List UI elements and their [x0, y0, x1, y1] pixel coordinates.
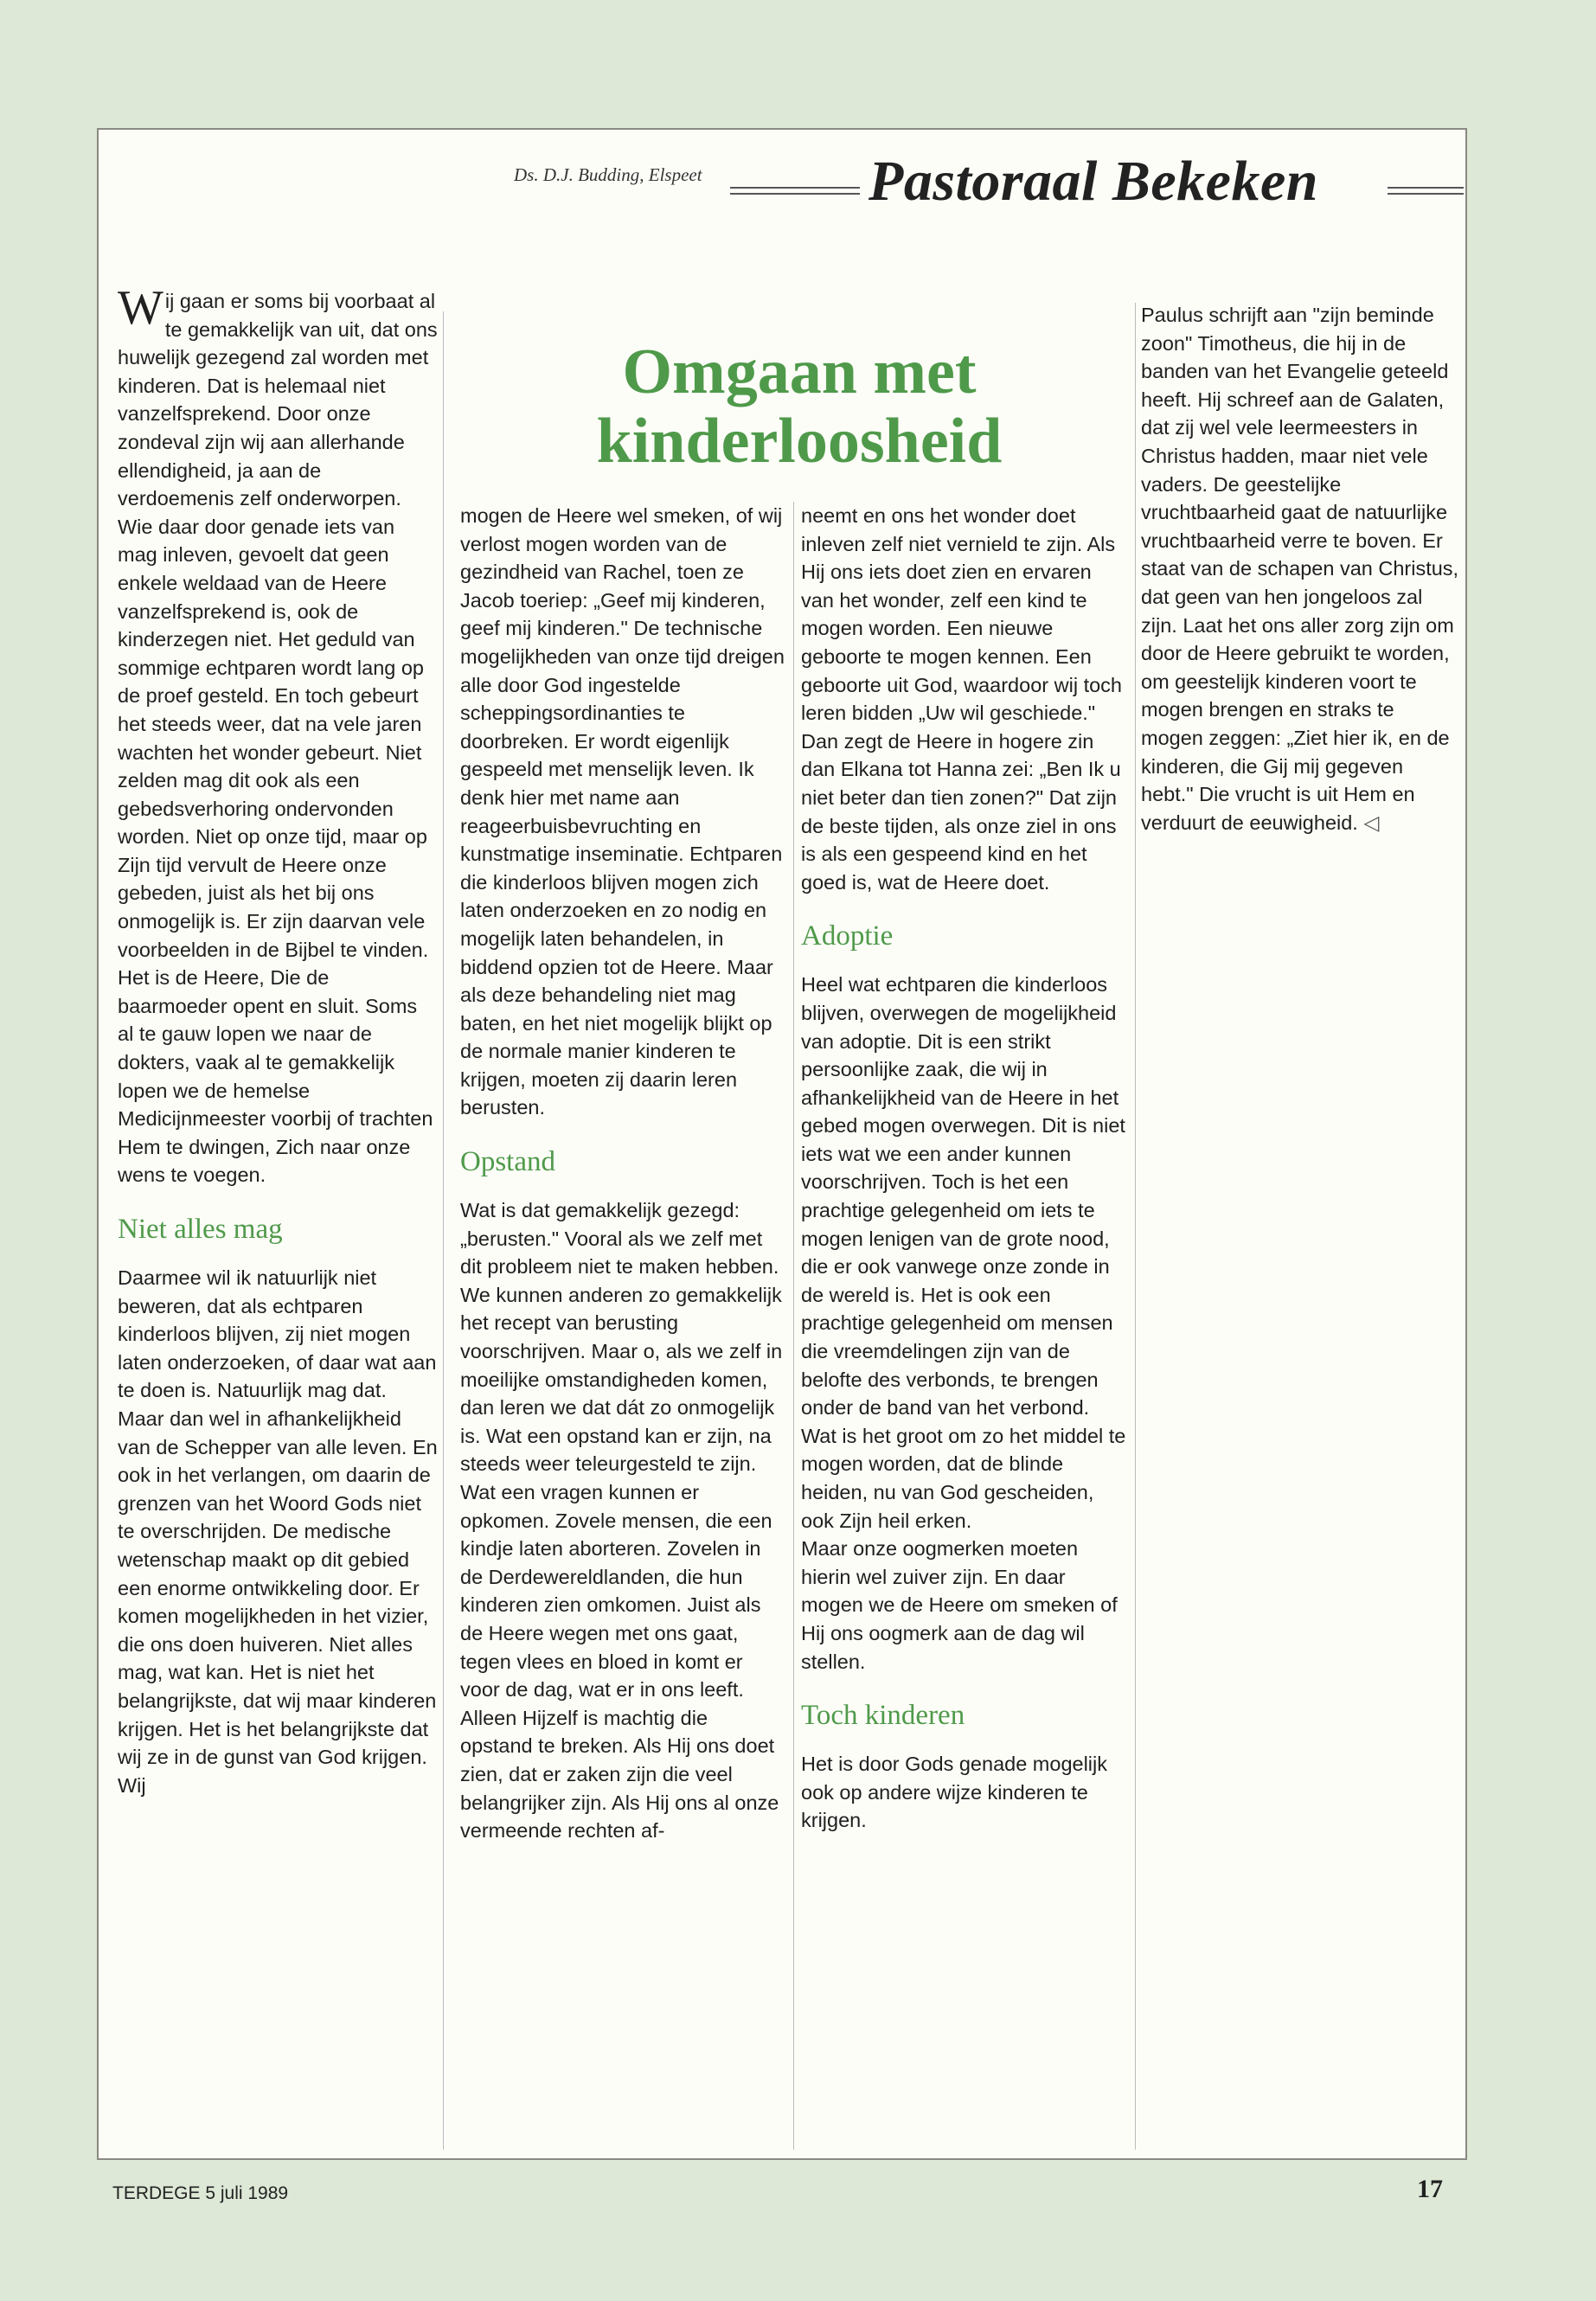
- paragraph: [1141, 301, 1461, 836]
- column-3: [801, 502, 1130, 1835]
- column-2: [460, 502, 785, 1845]
- publication-footer: TERDEGE 5 juli 1989: [112, 2183, 289, 2203]
- paragraph: Heel wat echtparen die kinderloos blijven, overwegen de mogelijkheid van adoptie. Dit is een strikt persoonlijke zaak, die wij in afhankelijkheid van de Heere in het gebed mogen overwegen. Dit is niet iets wat we een ander kunnen voorschrijven. Toch is het een prachtige gelegenheid om iets te mogen lenigen van de grote nood, die er ook vanwege onze zonde in de wereld is. Het is ook een prachtige gelegenheid om mensen die vreemdelingen zijn van de belofte des verbonds, te brengen onder de band van het verbond. Wat is het groot om zo het middel te mogen worden, dat de blinde heiden, nu van God gescheiden, ook Zijn heil erken.: [801, 973, 1126, 1532]
- section-title: Pastoraal Bekeken: [869, 150, 1318, 213]
- column-divider: [443, 311, 444, 2150]
- page-number: 17: [1417, 2175, 1443, 2203]
- subheading-niet-alles-mag: Niet alles mag: [118, 1214, 283, 1245]
- paragraph: Het is door Gods genade mogelijk ook op andere wijze kinderen te krijgen.: [801, 1753, 1108, 1832]
- author-byline: Ds. D.J. Budding, Elspeet: [514, 164, 702, 185]
- header-rule-right: [1388, 187, 1464, 195]
- column-4: [1141, 301, 1461, 836]
- drop-cap: W: [118, 281, 163, 335]
- column-1: [118, 281, 438, 1799]
- paragraph: neemt en ons het wonder doet inleven zelf niet vernield te zijn. Als Hij ons iets doet zien en ervaren van het wonder, zelf een kind te mogen worden. Een nieuwe geboorte te mogen kennen. Een geboorte uit God, waardoor wij toch leren bidden „Uw wil geschiede." Dan zegt de Heere in hogere zin dan Elkana tot Hanna zei: „Ben Ik u niet beter dan tien zonen?" Dat zijn de beste tijden, als onze ziel in ons is als een gespeend kind en het goed is, wat de Heere doet.: [801, 504, 1122, 894]
- subheading-opstand: Opstand: [460, 1146, 555, 1178]
- subheading-toch-kinderen: Toch kinderen: [801, 1700, 965, 1732]
- subheading-adoptie: Adoptie: [801, 920, 894, 952]
- paragraph-text: Paulus schrijft aan "zijn beminde zoon" Timotheus, die hij in de banden van het Evangelie geteeld heeft. Hij schreef aan de Galaten, dat zij wel vele leermeesters in Christus hadden, maar niet vele vaders. De geestelijke vruchtbaarheid gaat de natuurlijke vruchtbaarheid verre te boven. Er staat van de schapen van Christus, dat geen van hen jongeloos zal zijn. Laat het ons aller zorg zijn om door de Heere gebruikt te worden, om geestelijk kinderen voort te mogen brengen en straks te mogen zeggen: „Ziet hier ik, en de kinderen, die Gij mij gegeven hebt." Die vrucht is uit Hem en verduurt de eeuwigheid.: [1141, 304, 1459, 834]
- paragraph: Wat is dat gemakkelijk gezegd: „berusten." Vooral als we zelf met dit probleem niet te maken hebben. We kunnen anderen zo gemakkelijk het recept van berusting voorschrijven. Maar o, als we zelf in moeilijke omstandigheden komen, dan leren we dat dát zo onmogelijk is. Wat een opstand kan er zijn, na steeds weer teleurgesteld te zijn. Wat een vragen kunnen er opkomen. Zovele mensen, die een kindje laten aborteren. Zovelen in de Derdewereldlanden, die hun kinderen zien omkomen. Juist als de Heere wegen met ons gaat, tegen vlees en bloed in komt er voor de dag, wat er in ons leeft. Alleen Hijzelf is machtig die opstand te breken. Als Hij ons doet zien, dat er zaken zijn die veel belangrijker zijn. Als Hij ons al onze vermeende rechten af-: [460, 1199, 783, 1843]
- article-title: Omgaan met kinderloosheid: [596, 336, 1003, 477]
- paragraph: Daarmee wil ik natuurlijk niet beweren, dat als echtparen kinderloos blijven, zij niet mogen laten onderzoeken, of daar wat aan te doen is. Natuurlijk mag dat. Maar dan wel in afhankelijkheid van de Schepper van alle leven. En ook in het verlangen, om daarin de grenzen van het Woord Gods niet te overschrijden. De medische wetenschap maakt op dit gebied een enorme ontwikkeling door. Er komen mogelijkheden in het vizier, die ons doen huiveren. Niet alles mag, wat kan. Het is niet het belangrijkste, dat wij maar kinderen krijgen. Het is het belangrijkste dat wij ze in de gunst van God krijgen. Wij: [118, 1266, 438, 1797]
- column-divider: [1135, 303, 1136, 2150]
- paragraph: mogen de Heere wel smeken, of wij verlost mogen worden van de gezindheid van Rachel, toen ze Jacob toeriep: „Geef mij kinderen, geef mij kinderen." De technische mogelijkheden van onze tijd dreigen alle door God ingestelde scheppingsordinanties te doorbreken. Er wordt eigenlijk gespeeld met menselijk leven. Ik denk hier met name aan reageerbuisbevruchting en kunstmatige inseminatie. Echtparen die kinderloos blijven mogen zich laten onderzoeken en zo nodig en mogelijk laten behandelen, in biddend opzien tot de Heere. Maar als deze behandeling niet mag baten, en het niet mogelijk blijkt op de normale manier kinderen te krijgen, moeten zij daarin leren berusten.: [460, 504, 785, 1119]
- intro-paragraph: [118, 281, 438, 1189]
- column-divider: [793, 502, 794, 2150]
- magazine-page: [97, 128, 1467, 2160]
- header-rule-left: [730, 187, 860, 195]
- end-of-article-icon: ◁: [1363, 811, 1380, 834]
- paragraph-text: ij gaan er soms bij voorbaat al te gemakkelijk van uit, dat ons huwelijk gezegend zal worden met kinderen. Dat is helemaal niet vanzelfsprekend. Door onze zondeval zijn wij aan allerhande ellendigheid, ja aan de verdoemenis zelf onderworpen. Wie daar door genade iets van mag inleven, gevoelt dat geen enkele weldaad van de Heere vanzelfsprekend is, ook de kinderzegen niet. Het geduld van sommige echtparen wordt lang op de proef gesteld. En toch gebeurt het steeds weer, dat na vele jaren wachten het wonder gebeurt. Niet zelden mag dit ook als een gebedsverhoring ondervonden worden. Niet op onze tijd, maar op Zijn tijd vervult de Heere onze gebeden, juist als het bij ons onmogelijk is. Er zijn daarvan vele voorbeelden in de Bijbel te vinden. Het is de Heere, Die de baarmoeder opent en sluit. Soms al te gauw lopen we naar de dokters, vaak al te gemakkelijk lopen we de hemelse Medicijnmeester voorbij of trachten Hem te dwingen, Zich naar onze wens te voegen.: [118, 290, 438, 1187]
- paragraph: Maar onze oogmerken moeten hierin wel zuiver zijn. En daar mogen we de Heere om smeken of Hij ons oogmerk aan de dag wil stellen.: [801, 1537, 1118, 1673]
